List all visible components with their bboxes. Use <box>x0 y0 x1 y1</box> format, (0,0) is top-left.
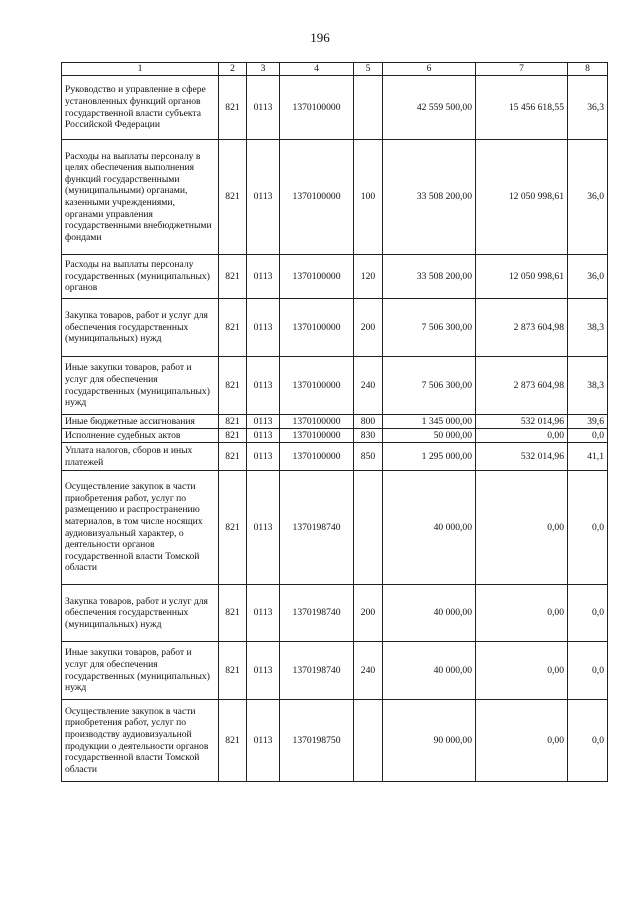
row-name: Иные бюджетные ассигнования <box>62 415 219 429</box>
row-section: 0113 <box>247 299 280 357</box>
table-row <box>62 76 608 140</box>
row-vr: 100 <box>354 140 383 255</box>
row-grbs: 821 <box>219 700 247 782</box>
row-section: 0113 <box>247 471 280 585</box>
table-row <box>62 471 608 585</box>
row-grbs: 821 <box>219 415 247 429</box>
col-header-6: 6 <box>383 63 476 76</box>
row-fact: 532 014,96 <box>476 443 568 471</box>
row-pct: 0,0 <box>568 642 608 700</box>
row-section: 0113 <box>247 140 280 255</box>
col-header-7: 7 <box>476 63 568 76</box>
row-pct: 36,0 <box>568 140 608 255</box>
row-target: 1370100000 <box>280 415 354 429</box>
row-plan: 50 000,00 <box>383 429 476 443</box>
row-pct: 36,3 <box>568 76 608 140</box>
row-target: 1370100000 <box>280 299 354 357</box>
row-section: 0113 <box>247 429 280 443</box>
row-vr: 200 <box>354 585 383 642</box>
col-header-5: 5 <box>354 63 383 76</box>
table-row <box>62 357 608 415</box>
row-name: Закупка товаров, работ и услуг для обеспечения государственных (муниципальных) нужд <box>62 299 219 357</box>
row-vr: 120 <box>354 255 383 299</box>
row-fact: 0,00 <box>476 700 568 782</box>
row-section: 0113 <box>247 642 280 700</box>
row-name: Осуществление закупок в части приобретения работ, услуг по размещению и распространению материалов, в том числе носящих аудиовизуальный характер, о деятельности органов государственной власти Томской области <box>62 471 219 585</box>
row-plan: 1 295 000,00 <box>383 443 476 471</box>
row-plan: 33 508 200,00 <box>383 255 476 299</box>
row-grbs: 821 <box>219 357 247 415</box>
table-row <box>62 700 608 782</box>
row-target: 1370198740 <box>280 471 354 585</box>
row-pct: 0,0 <box>568 429 608 443</box>
row-name: Руководство и управление в сфере установленных функций органов государственной власти субъекта Российской Федерации <box>62 76 219 140</box>
row-pct: 39,6 <box>568 415 608 429</box>
row-target: 1370198750 <box>280 700 354 782</box>
row-vr: 830 <box>354 429 383 443</box>
row-name: Иные закупки товаров, работ и услуг для обеспечения государственных (муниципальных) нужд <box>62 642 219 700</box>
page-number: 196 <box>310 30 330 45</box>
header-row <box>62 63 608 76</box>
row-pct: 0,0 <box>568 471 608 585</box>
row-vr: 240 <box>354 642 383 700</box>
row-grbs: 821 <box>219 585 247 642</box>
row-fact: 2 873 604,98 <box>476 299 568 357</box>
row-section: 0113 <box>247 700 280 782</box>
row-target: 1370198740 <box>280 642 354 700</box>
row-vr <box>354 471 383 585</box>
row-target: 1370198740 <box>280 585 354 642</box>
row-plan: 7 506 300,00 <box>383 357 476 415</box>
row-plan: 40 000,00 <box>383 585 476 642</box>
row-grbs: 821 <box>219 299 247 357</box>
row-section: 0113 <box>247 76 280 140</box>
row-grbs: 821 <box>219 471 247 585</box>
row-target: 1370100000 <box>280 140 354 255</box>
row-pct: 0,0 <box>568 700 608 782</box>
row-name: Расходы на выплаты персоналу в целях обеспечения выполнения функций государственными (муниципальными) органами, казенными учреждениями, органами управления государственными внебюджетными фондами <box>62 140 219 255</box>
row-target: 1370100000 <box>280 357 354 415</box>
row-grbs: 821 <box>219 429 247 443</box>
row-name: Расходы на выплаты персоналу государственных (муниципальных) органов <box>62 255 219 299</box>
row-section: 0113 <box>247 415 280 429</box>
row-grbs: 821 <box>219 140 247 255</box>
row-grbs: 821 <box>219 76 247 140</box>
col-header-2: 2 <box>219 63 247 76</box>
row-grbs: 821 <box>219 443 247 471</box>
row-name: Закупка товаров, работ и услуг для обеспечения государственных (муниципальных) нужд <box>62 585 219 642</box>
row-fact: 0,00 <box>476 585 568 642</box>
row-vr: 240 <box>354 357 383 415</box>
table-row <box>62 642 608 700</box>
table-row <box>62 585 608 642</box>
table-row <box>62 429 608 443</box>
row-pct: 41,1 <box>568 443 608 471</box>
col-header-4: 4 <box>280 63 354 76</box>
row-section: 0113 <box>247 255 280 299</box>
row-name: Уплата налогов, сборов и иных платежей <box>62 443 219 471</box>
row-fact: 0,00 <box>476 471 568 585</box>
row-name: Исполнение судебных актов <box>62 429 219 443</box>
row-plan: 42 559 500,00 <box>383 76 476 140</box>
row-vr: 200 <box>354 299 383 357</box>
row-name: Осуществление закупок в части приобретения работ, услуг по производству аудиовизуальной продукции о деятельности органов государственной власти Томской области <box>62 700 219 782</box>
table-row <box>62 299 608 357</box>
row-plan: 40 000,00 <box>383 471 476 585</box>
col-header-8: 8 <box>568 63 608 76</box>
row-fact: 12 050 998,61 <box>476 140 568 255</box>
row-fact: 0,00 <box>476 429 568 443</box>
row-fact: 12 050 998,61 <box>476 255 568 299</box>
row-pct: 36,0 <box>568 255 608 299</box>
row-target: 1370100000 <box>280 76 354 140</box>
col-header-1: 1 <box>62 63 219 76</box>
table-row <box>62 140 608 255</box>
row-fact: 15 456 618,55 <box>476 76 568 140</box>
row-grbs: 821 <box>219 642 247 700</box>
row-section: 0113 <box>247 443 280 471</box>
row-pct: 38,3 <box>568 357 608 415</box>
row-fact: 532 014,96 <box>476 415 568 429</box>
row-plan: 33 508 200,00 <box>383 140 476 255</box>
budget-table <box>61 62 608 782</box>
row-grbs: 821 <box>219 255 247 299</box>
col-header-3: 3 <box>247 63 280 76</box>
row-vr <box>354 76 383 140</box>
row-pct: 0,0 <box>568 585 608 642</box>
row-target: 1370100000 <box>280 443 354 471</box>
table-row <box>62 443 608 471</box>
row-plan: 7 506 300,00 <box>383 299 476 357</box>
table-row <box>62 255 608 299</box>
row-fact: 2 873 604,98 <box>476 357 568 415</box>
row-section: 0113 <box>247 585 280 642</box>
row-plan: 40 000,00 <box>383 642 476 700</box>
row-plan: 90 000,00 <box>383 700 476 782</box>
row-fact: 0,00 <box>476 642 568 700</box>
row-target: 1370100000 <box>280 429 354 443</box>
row-plan: 1 345 000,00 <box>383 415 476 429</box>
row-vr: 800 <box>354 415 383 429</box>
row-vr: 850 <box>354 443 383 471</box>
row-name: Иные закупки товаров, работ и услуг для обеспечения государственных (муниципальных) нужд <box>62 357 219 415</box>
row-target: 1370100000 <box>280 255 354 299</box>
row-pct: 38,3 <box>568 299 608 357</box>
row-vr <box>354 700 383 782</box>
table-row <box>62 415 608 429</box>
row-section: 0113 <box>247 357 280 415</box>
